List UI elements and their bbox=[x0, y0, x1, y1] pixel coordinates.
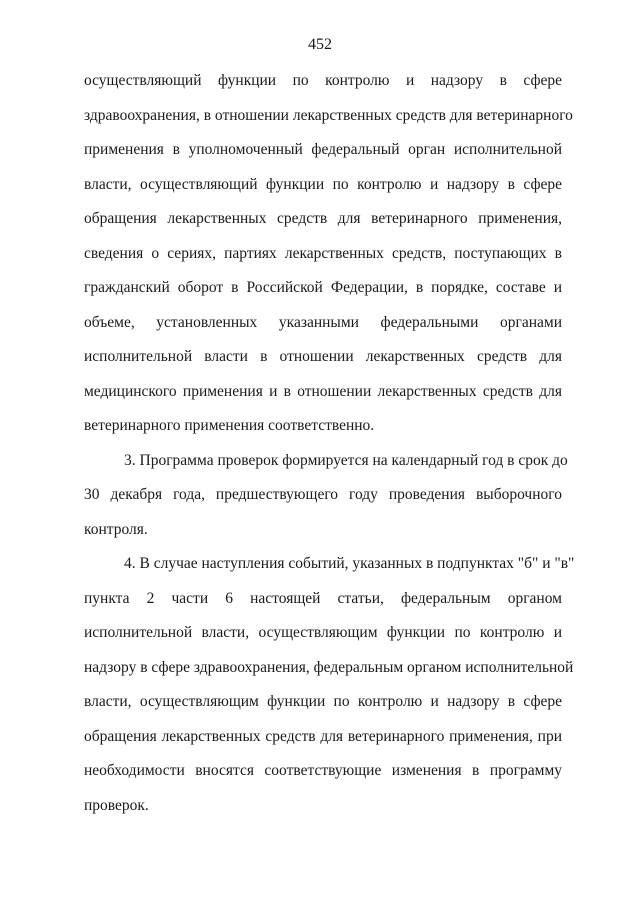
text-line: объеме, установленных указанными федеральными органами bbox=[84, 313, 562, 331]
page-number: 452 bbox=[308, 36, 332, 53]
text-line: применения в уполномоченный федеральный орган исполнительной bbox=[84, 141, 562, 158]
text-line: контроля. bbox=[84, 520, 148, 538]
text-line: 30 декабря года, предшествующего году проведения выборочного bbox=[84, 486, 562, 503]
text-line: необходимости вносятся соответствующие изменения в программу bbox=[84, 762, 562, 779]
text-line: сведения о сериях, партиях лекарственных средств, поступающих в bbox=[84, 244, 562, 262]
text-line: власти, осуществляющим функции по контролю и надзору в сфере bbox=[84, 693, 562, 710]
text-line: исполнительной власти в отношении лекарственных средств для bbox=[84, 348, 562, 365]
paragraph-item-3 bbox=[84, 444, 568, 548]
text-line: здравоохранения, в отношении лекарственных средств для ветеринарного bbox=[84, 106, 573, 124]
text-line: исполнительной власти, осуществляющим функции по контролю и bbox=[84, 624, 562, 641]
text-line: обращения лекарственных средств для ветеринарного применения, при bbox=[84, 727, 562, 745]
text-line: ветеринарного применения соответственно. bbox=[84, 417, 375, 434]
paragraph-item-4 bbox=[84, 547, 575, 823]
text-line: власти, осуществляющий функции по контролю и надзору в сфере bbox=[84, 175, 562, 193]
document-body bbox=[84, 64, 575, 823]
text-line: 3. Программа проверок формируется на календарный год в срок до bbox=[124, 451, 568, 469]
text-line: гражданский оборот в Российской Федерации, в порядке, составе и bbox=[84, 279, 562, 296]
text-line: 4. В случае наступления событий, указанных в подпунктах "б" и "в" bbox=[124, 555, 575, 572]
text-line: пункта 2 части 6 настоящей статьи, федеральным органом bbox=[84, 589, 562, 607]
text-line: надзору в сфере здравоохранения, федеральным органом исполнительной bbox=[84, 658, 574, 676]
text-line: проверок. bbox=[84, 796, 149, 814]
text-line: осуществляющий функции по контролю и надзору в сфере bbox=[84, 72, 562, 89]
paragraph-continuation bbox=[84, 64, 573, 444]
text-line: медицинского применения и в отношении лекарственных средств для bbox=[84, 382, 562, 400]
text-line: обращения лекарственных средств для ветеринарного применения, bbox=[84, 210, 562, 227]
